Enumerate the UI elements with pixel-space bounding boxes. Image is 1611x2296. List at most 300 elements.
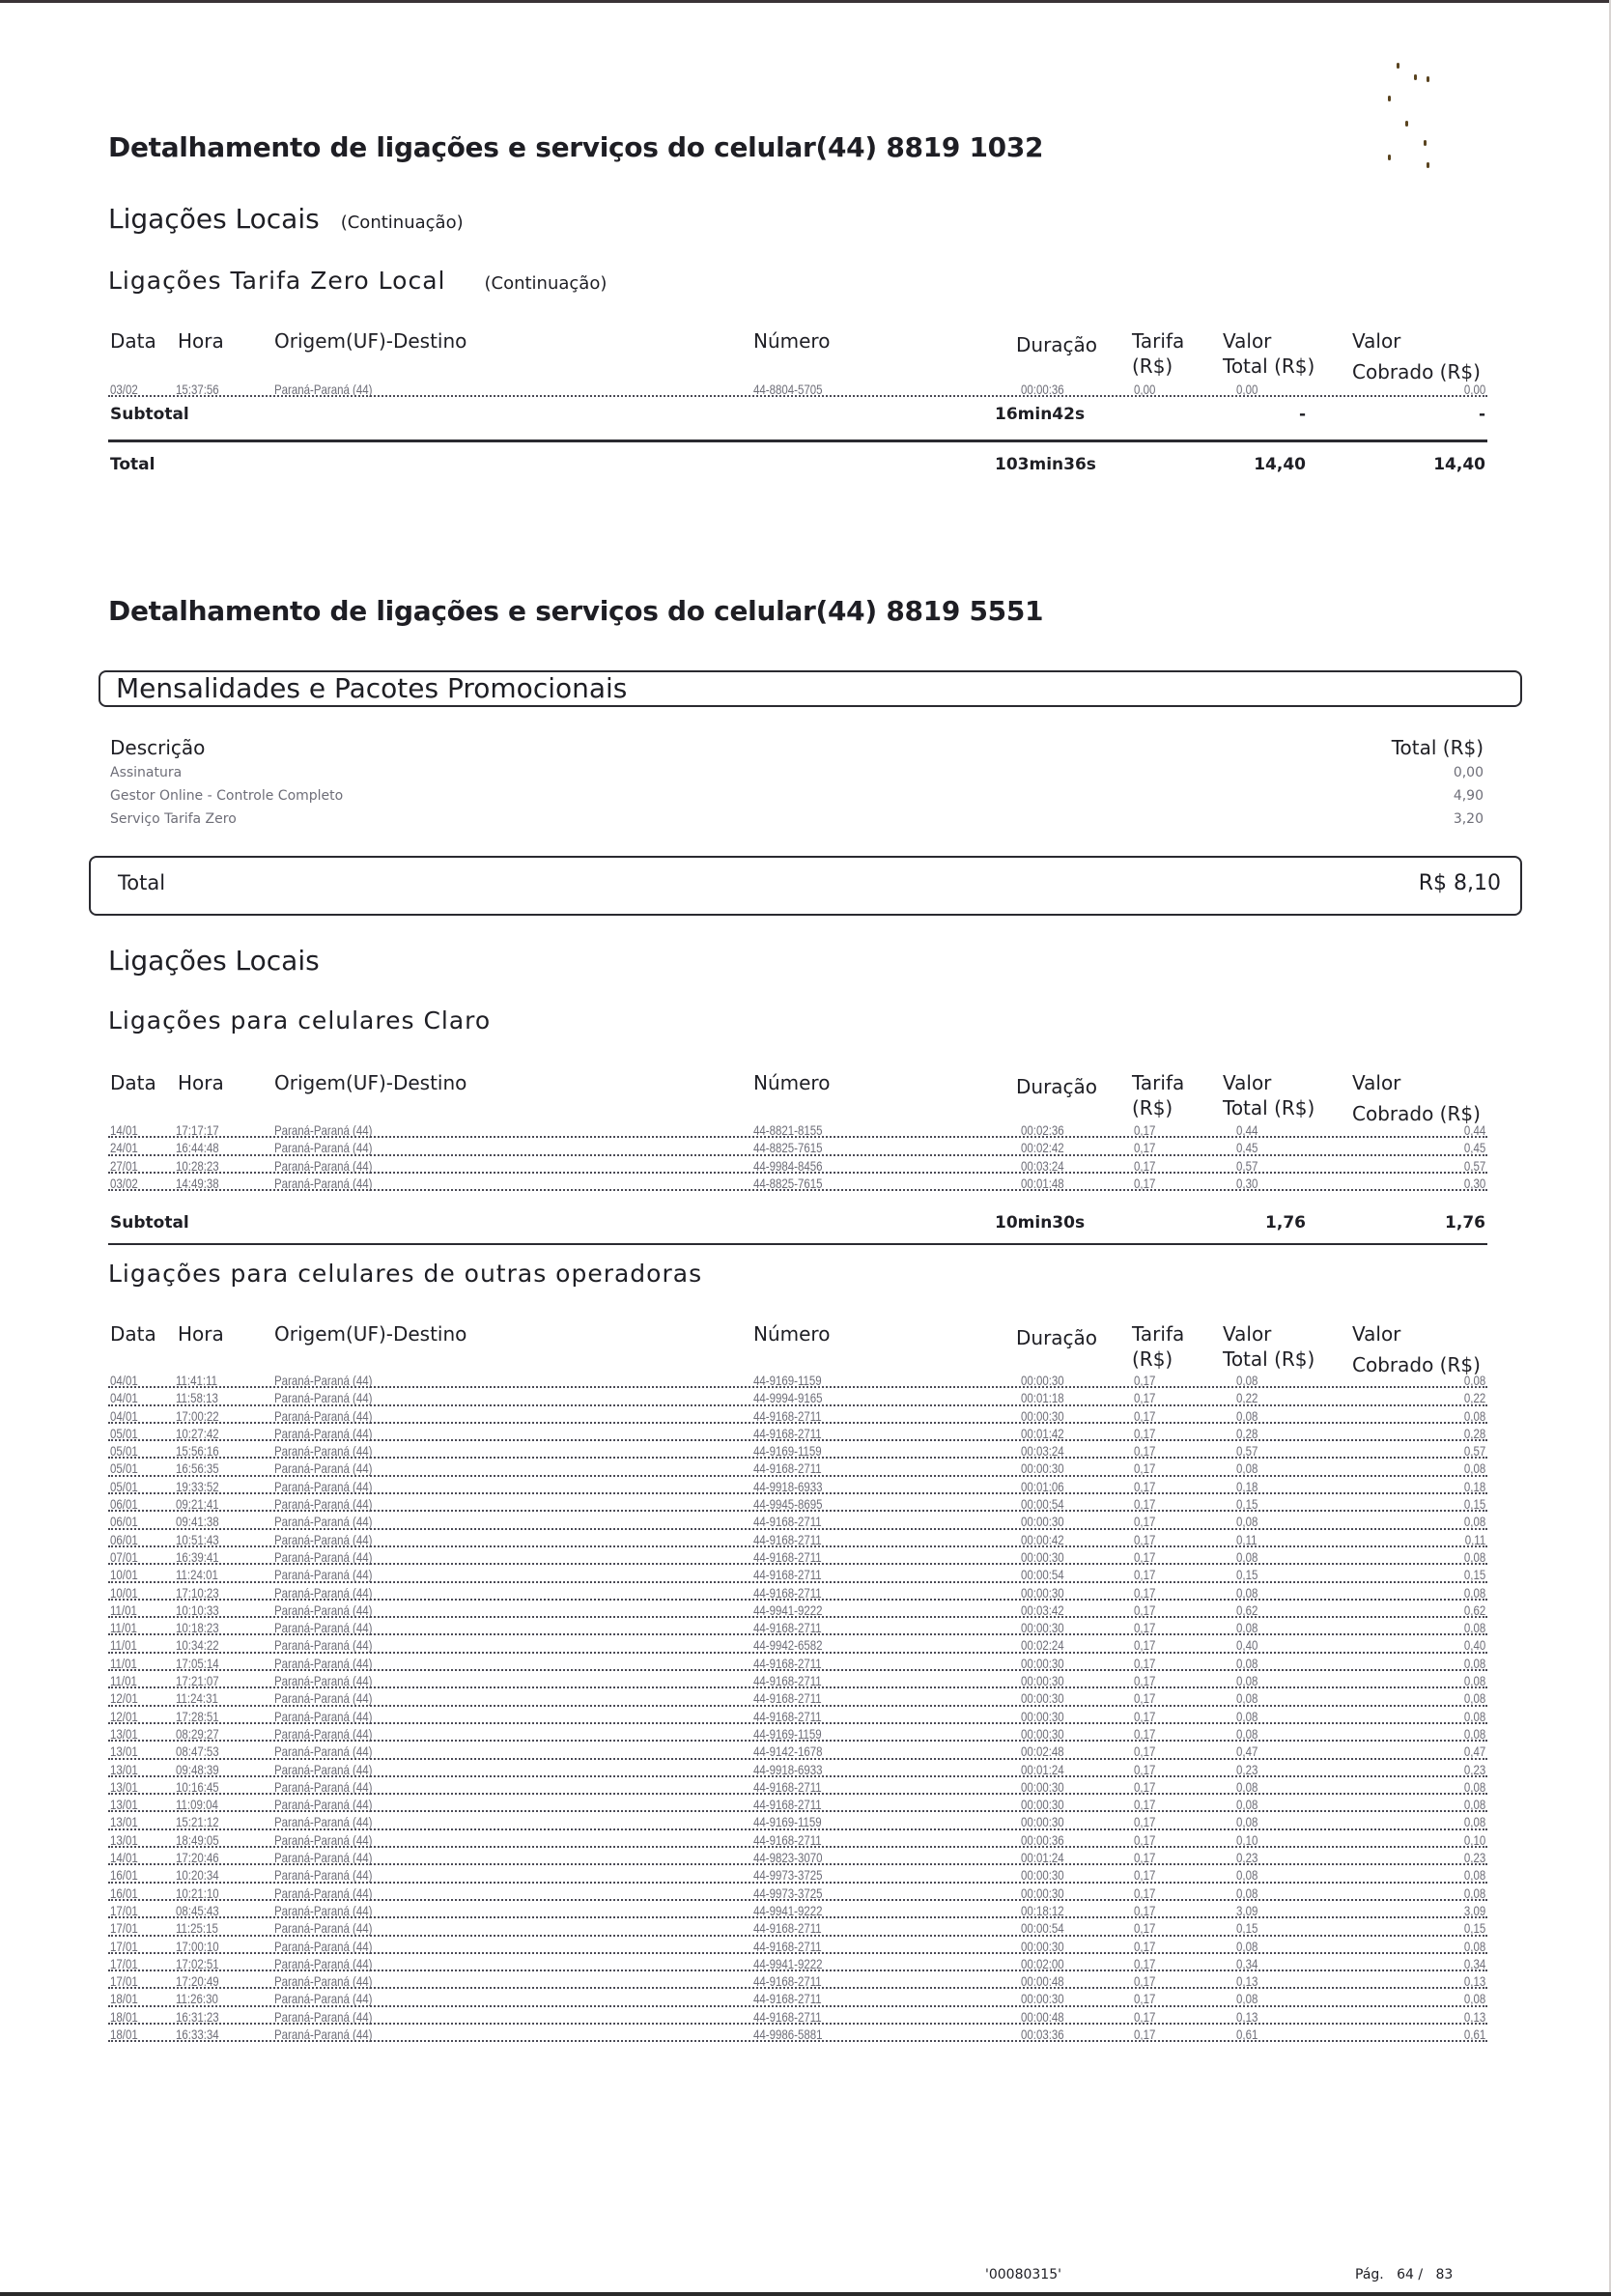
cell-duracao: 00:00:48 [1021, 2008, 1064, 2025]
cell-duracao: 00:01:48 [1021, 1175, 1064, 1191]
cell-tarifa: 0,17 [1134, 1443, 1156, 1460]
cell-duracao: 00:03:36 [1021, 2026, 1064, 2042]
cell-valor-cobrado: 0,15 [1463, 1496, 1485, 1513]
cell-data: 18/01 [110, 2026, 138, 2042]
cell-data: 04/01 [110, 1407, 138, 1424]
cell-hora: 15:56:16 [176, 1443, 219, 1460]
cell-numero: 44-9168-2711 [753, 1831, 822, 1848]
cell-tarifa: 0,17 [1134, 1460, 1156, 1477]
cell-data: 17/01 [110, 1938, 138, 1954]
cell-valor-total: 0,08 [1236, 1991, 1258, 2007]
cell-data: 10/01 [110, 1584, 138, 1601]
col-hora: Hora [178, 329, 224, 353]
cell-valor-cobrado: 0,23 [1463, 1761, 1485, 1777]
cell-tarifa: 0,17 [1134, 2026, 1156, 2042]
cell-valor-total: 0,15 [1236, 1920, 1258, 1937]
cell-numero: 44-8825-7615 [753, 1140, 823, 1156]
table-row [108, 382, 1487, 399]
cell-hora: 17:20:46 [176, 1850, 219, 1866]
cell-hora: 08:45:43 [176, 1902, 219, 1918]
col-vt-l1: Valor [1223, 1322, 1272, 1346]
table-row [108, 1743, 1487, 1761]
subtotal-label: Subtotal [110, 405, 189, 424]
cell-data: 17/01 [110, 1902, 138, 1918]
cell-data: 13/01 [110, 1814, 138, 1830]
cell-valor-total: 0,13 [1236, 2008, 1258, 2025]
mensalidades-header-box [99, 670, 1522, 707]
cell-valor-total: 0,11 [1236, 1531, 1258, 1547]
cell-numero: 44-9168-2711 [753, 1531, 822, 1547]
cell-valor-cobrado: 0,08 [1463, 1548, 1485, 1565]
cell-tarifa: 0,17 [1134, 1637, 1156, 1654]
subtotal-label: Subtotal [110, 1213, 189, 1233]
cell-duracao: 00:03:24 [1021, 1157, 1064, 1174]
cell-duracao: 00:02:48 [1021, 1743, 1064, 1760]
cell-tarifa: 0,17 [1134, 1567, 1156, 1583]
cell-valor-total: 0,30 [1236, 1175, 1258, 1191]
cell-tarifa: 0,17 [1134, 1514, 1156, 1530]
divider [108, 1243, 1487, 1245]
cell-duracao: 00:01:06 [1021, 1478, 1064, 1494]
cell-origem: Paraná-Paraná (44) [274, 1602, 373, 1618]
cell-valor-cobrado: 0,18 [1463, 1478, 1485, 1494]
item-descricao: Serviço Tarifa Zero [110, 811, 237, 827]
rows-outras-operadoras [108, 1373, 1487, 2044]
col-valor-cobrado [1352, 328, 1481, 383]
col-vc-l1: Valor [1352, 329, 1401, 353]
table-row [108, 1779, 1487, 1797]
cell-origem: Paraná-Paraná (44) [274, 1157, 373, 1174]
cell-valor-cobrado: 0,08 [1463, 1778, 1485, 1795]
cell-valor-cobrado: 0,08 [1463, 1938, 1485, 1954]
table-row [108, 1460, 1487, 1478]
col-vt-l1: Valor [1223, 1071, 1272, 1094]
cell-numero: 44-8825-7615 [753, 1175, 823, 1191]
cell-valor-total: 0,44 [1236, 1122, 1258, 1138]
col-numero: Número [753, 329, 831, 353]
cell-hora: 11:41:11 [176, 1373, 217, 1388]
cell-valor-cobrado: 0,62 [1463, 1602, 1485, 1618]
cell-numero: 44-9168-2711 [753, 1425, 822, 1441]
cell-origem: Paraná-Paraná (44) [274, 1584, 373, 1601]
cell-numero: 44-9941-9222 [753, 1602, 823, 1618]
cell-tarifa: 0,17 [1134, 1175, 1156, 1191]
cell-hora: 17:00:10 [176, 1938, 219, 1954]
col-vc-l2: Cobrado (R$) [1352, 360, 1481, 383]
cell-numero: 44-9918-6933 [753, 1478, 823, 1494]
cell-duracao: 00:02:24 [1021, 1637, 1064, 1654]
cell-duracao: 00:00:36 [1021, 1831, 1064, 1848]
cell-origem: Paraná-Paraná (44) [274, 1425, 373, 1441]
cell-hora: 10:51:43 [176, 1531, 219, 1547]
cell-origem: Paraná-Paraná (44) [274, 1548, 373, 1565]
item-total: 3,20 [1453, 811, 1484, 827]
cell-valor-cobrado: 0,08 [1463, 1620, 1485, 1636]
cell-duracao: 00:00:30 [1021, 1690, 1064, 1707]
cell-valor-total: 0,23 [1236, 1761, 1258, 1777]
cell-valor-cobrado: 0,47 [1463, 1743, 1485, 1760]
mensalidades-total-label: Total [118, 871, 166, 894]
cell-duracao: 00:00:30 [1021, 1797, 1064, 1813]
cell-valor-cobrado: 0,10 [1463, 1831, 1485, 1848]
cell-hora: 10:16:45 [176, 1778, 219, 1795]
mensalidades-total-box [89, 856, 1522, 916]
cell-data: 05/01 [110, 1425, 138, 1441]
cell-valor-total: 0,45 [1236, 1140, 1258, 1156]
cell-valor-cobrado: 0,30 [1463, 1175, 1485, 1191]
table-row [108, 1991, 1487, 2008]
list-item [108, 811, 1487, 835]
cell-valor-cobrado: 0,08 [1463, 1407, 1485, 1424]
cell-valor-cobrado: 0,08 [1463, 1991, 1485, 2007]
cell-tarifa: 0,17 [1134, 1584, 1156, 1601]
cell-valor-cobrado: 0,61 [1463, 2026, 1485, 2042]
cell-data: 07/01 [110, 1548, 138, 1565]
cell-valor-cobrado: 0,08 [1463, 1725, 1485, 1742]
cell-origem: Paraná-Paraná (44) [274, 1514, 373, 1530]
cell-hora: 10:21:10 [176, 1885, 219, 1901]
col-origem: Origem(UF)-Destino [274, 1322, 467, 1346]
cell-valor-total: 0,40 [1236, 1637, 1258, 1654]
cell-hora: 19:33:52 [176, 1478, 219, 1494]
cell-tarifa: 0,17 [1134, 2008, 1156, 2025]
cell-duracao: 00:00:36 [1021, 382, 1064, 397]
cell-tarifa: 0,17 [1134, 1655, 1156, 1671]
table-row [108, 1690, 1487, 1708]
cell-hora: 18:49:05 [176, 1831, 219, 1848]
cell-tarifa: 0,17 [1134, 1425, 1156, 1441]
cell-hora: 09:41:38 [176, 1514, 219, 1530]
cell-hora: 10:10:33 [176, 1602, 219, 1618]
cell-valor-total: 0,23 [1236, 1850, 1258, 1866]
cell-valor-cobrado: 0,08 [1463, 1814, 1485, 1830]
cell-valor-total: 0,61 [1236, 2026, 1258, 2042]
cell-data: 04/01 [110, 1373, 138, 1388]
cell-origem: Paraná-Paraná (44) [274, 1122, 373, 1138]
cell-data: 06/01 [110, 1514, 138, 1530]
col-vt-l1: Valor [1223, 329, 1272, 353]
cell-valor-cobrado: 0,34 [1463, 1955, 1485, 1971]
cell-tarifa: 0,17 [1134, 1938, 1156, 1954]
cell-origem: Paraná-Paraná (44) [274, 1407, 373, 1424]
cell-hora: 17:10:23 [176, 1584, 219, 1601]
cell-origem: Paraná-Paraná (44) [274, 1620, 373, 1636]
cell-hora: 14:49:38 [176, 1175, 219, 1191]
cell-valor-cobrado: 0,08 [1463, 1867, 1485, 1884]
cell-origem: Paraná-Paraná (44) [274, 1831, 373, 1848]
cell-hora: 16:56:35 [176, 1460, 219, 1477]
cell-valor-total: 0,08 [1236, 1620, 1258, 1636]
total-duracao: 103min36s [995, 455, 1096, 474]
col-tarifa [1132, 1321, 1184, 1372]
col-origem: Origem(UF)-Destino [274, 329, 467, 353]
cell-valor-cobrado: 0,08 [1463, 1673, 1485, 1689]
cell-origem: Paraná-Paraná (44) [274, 1743, 373, 1760]
cell-valor-total: 0,08 [1236, 1885, 1258, 1901]
cell-data: 17/01 [110, 1955, 138, 1971]
scan-bottom-edge [0, 2292, 1611, 2296]
cell-duracao: 00:00:30 [1021, 1584, 1064, 1601]
cell-tarifa: 0,17 [1134, 1831, 1156, 1848]
cell-tarifa: 0,17 [1134, 1761, 1156, 1777]
page-label: Pág. [1355, 2267, 1384, 2282]
cell-tarifa: 0,17 [1134, 1390, 1156, 1406]
table-row [108, 1726, 1487, 1743]
cell-numero: 44-9168-2711 [753, 1620, 822, 1636]
table-header [108, 328, 1487, 386]
cell-valor-total: 0,47 [1236, 1743, 1258, 1760]
cell-tarifa: 0,17 [1134, 1797, 1156, 1813]
cell-valor-cobrado: 0,08 [1463, 1584, 1485, 1601]
cell-tarifa: 0,17 [1134, 1531, 1156, 1547]
cell-data: 13/01 [110, 1778, 138, 1795]
cell-tarifa: 0,17 [1134, 1122, 1156, 1138]
table-row [108, 1973, 1487, 1991]
page-current: 64 [1397, 2267, 1414, 2282]
mensalidades-title: Mensalidades e Pacotes Promocionais [116, 672, 628, 704]
col-valor-total [1223, 328, 1314, 379]
cell-valor-total: 0,13 [1236, 1973, 1258, 1990]
cell-numero: 44-9169-1159 [753, 1725, 822, 1742]
cell-tarifa: 0,17 [1134, 1743, 1156, 1760]
mensalidades-total-value: R$ 8,10 [1418, 871, 1501, 895]
cell-data: 27/01 [110, 1157, 138, 1174]
cell-duracao: 00:00:30 [1021, 1814, 1064, 1830]
cell-valor-cobrado: 0,45 [1463, 1140, 1485, 1156]
table-row [108, 1673, 1487, 1690]
cell-hora: 17:00:22 [176, 1407, 219, 1424]
group-title-ligacoes-locais-2: Ligações Locais [108, 945, 320, 977]
col-tarifa [1132, 328, 1184, 379]
cell-valor-total: 0,28 [1236, 1425, 1258, 1441]
total-valor-cobrado: 14,40 [1433, 455, 1485, 474]
table-row [108, 1496, 1487, 1514]
cell-valor-total: 0,08 [1236, 1407, 1258, 1424]
table-row [108, 1408, 1487, 1426]
cell-numero: 44-8804-5705 [753, 382, 823, 397]
cell-duracao: 00:00:30 [1021, 1725, 1064, 1742]
cell-origem: Paraná-Paraná (44) [274, 1373, 373, 1388]
col-tarifa-l1: Tarifa [1132, 329, 1185, 353]
cell-data: 17/01 [110, 1973, 138, 1990]
sub-title-claro: Ligações para celulares Claro [108, 1006, 492, 1035]
cell-tarifa: 0,17 [1134, 1920, 1156, 1937]
cell-tarifa: 0,17 [1134, 1140, 1156, 1156]
cell-tarifa: 0,17 [1134, 1478, 1156, 1494]
sub-title-outras-operadoras: Ligações para celulares de outras operadoras [108, 1260, 703, 1288]
cell-valor-cobrado: 0,08 [1463, 1373, 1485, 1388]
cell-duracao: 00:00:30 [1021, 1407, 1064, 1424]
cell-numero: 44-9918-6933 [753, 1761, 823, 1777]
cell-numero: 44-9945-8695 [753, 1496, 823, 1513]
cell-valor-total: 0,08 [1236, 1655, 1258, 1671]
document-code: '00080315' [985, 2267, 1061, 2282]
cell-duracao: 00:00:30 [1021, 1655, 1064, 1671]
cell-duracao: 00:00:30 [1021, 1938, 1064, 1954]
cell-duracao: 00:00:30 [1021, 1548, 1064, 1565]
cell-data: 13/01 [110, 1797, 138, 1813]
cell-hora: 10:27:42 [176, 1425, 219, 1441]
cell-duracao: 00:01:42 [1021, 1425, 1064, 1441]
cell-data: 12/01 [110, 1690, 138, 1707]
cell-origem: Paraná-Paraná (44) [274, 1443, 373, 1460]
cell-numero: 44-9168-2711 [753, 1548, 822, 1565]
cell-hora: 11:09:04 [176, 1797, 218, 1813]
col-total: Total (R$) [1391, 736, 1484, 759]
cell-data: 11/01 [110, 1637, 137, 1654]
table-row [108, 1176, 1487, 1193]
page-number [1355, 2267, 1453, 2282]
subtotal-duracao: 16min42s [995, 405, 1086, 424]
cell-hora: 11:25:15 [176, 1920, 218, 1937]
cell-numero: 44-9168-2711 [753, 1778, 822, 1795]
cell-data: 16/01 [110, 1885, 138, 1901]
cell-tarifa: 0,17 [1134, 1902, 1156, 1918]
cell-valor-total: 0,08 [1236, 1938, 1258, 1954]
cell-tarifa: 0,17 [1134, 1973, 1156, 1990]
total-row [108, 455, 1487, 480]
cell-hora: 11:24:31 [176, 1690, 218, 1707]
cell-valor-total: 0,08 [1236, 1778, 1258, 1795]
cell-valor-total: 0,10 [1236, 1831, 1258, 1848]
cell-tarifa: 0,17 [1134, 1407, 1156, 1424]
cell-numero: 44-8821-8155 [753, 1122, 823, 1138]
table-row [108, 1867, 1487, 1885]
col-tarifa-l1: Tarifa [1132, 1071, 1185, 1094]
cell-valor-cobrado: 0,08 [1463, 1514, 1485, 1530]
total-label: Total [110, 455, 155, 474]
cell-numero: 44-9168-2711 [753, 1514, 822, 1530]
cell-origem: Paraná-Paraná (44) [274, 1655, 373, 1671]
col-valor-cobrado [1352, 1321, 1481, 1376]
cell-valor-total: 0,08 [1236, 1514, 1258, 1530]
cell-numero: 44-9986-5881 [753, 2026, 823, 2042]
col-valor-cobrado [1352, 1070, 1481, 1125]
cell-hora: 17:28:51 [176, 1708, 219, 1724]
page-total: 83 [1435, 2267, 1454, 2282]
col-duracao: Duração [1016, 333, 1098, 356]
cell-data: 11/01 [110, 1673, 137, 1689]
cell-valor-total: 0,62 [1236, 1602, 1258, 1618]
cell-valor-total: 0,08 [1236, 1708, 1258, 1724]
table-row [108, 1814, 1487, 1831]
table-row [108, 1709, 1487, 1726]
cell-origem: Paraná-Paraná (44) [274, 1778, 373, 1795]
cell-origem: Paraná-Paraná (44) [274, 1867, 373, 1884]
cell-data: 11/01 [110, 1602, 137, 1618]
cell-origem: Paraná-Paraná (44) [274, 1708, 373, 1724]
rows-claro [108, 1122, 1487, 1193]
cell-numero: 44-9168-2711 [753, 1938, 822, 1954]
cell-data: 24/01 [110, 1140, 138, 1156]
subtotal-row [108, 1213, 1487, 1238]
cell-duracao: 00:00:54 [1021, 1496, 1064, 1513]
cell-numero: 44-9168-2711 [753, 1973, 822, 1990]
cell-origem: Paraná-Paraná (44) [274, 1814, 373, 1830]
cell-duracao: 00:02:36 [1021, 1122, 1064, 1138]
subtotal-duracao: 10min30s [995, 1213, 1086, 1233]
cell-hora: 17:20:49 [176, 1973, 219, 1990]
cell-valor-total: 0,08 [1236, 1797, 1258, 1813]
cell-origem: Paraná-Paraná (44) [274, 382, 373, 397]
cell-hora: 10:28:23 [176, 1157, 219, 1174]
cell-tarifa: 0,00 [1134, 382, 1156, 397]
cell-hora: 08:29:27 [176, 1725, 219, 1742]
subtotal-valor-cobrado: 1,76 [1445, 1213, 1485, 1233]
cell-data: 12/01 [110, 1708, 138, 1724]
cell-numero: 44-9823-3070 [753, 1850, 823, 1866]
cell-origem: Paraná-Paraná (44) [274, 1637, 373, 1654]
cell-origem: Paraná-Paraná (44) [274, 1955, 373, 1971]
cell-origem: Paraná-Paraná (44) [274, 1531, 373, 1547]
section-title-8819-5551: Detalhamento de ligações e serviços do celular(44) 8819 5551 [108, 595, 1044, 627]
cell-numero: 44-9941-9222 [753, 1955, 823, 1971]
cell-valor-cobrado: 0,13 [1463, 1973, 1485, 1990]
cell-valor-total: 0,08 [1236, 1814, 1258, 1830]
col-tarifa-l2: (R$) [1132, 1347, 1173, 1371]
col-vc-l1: Valor [1352, 1071, 1401, 1094]
section-title-8819-1032: Detalhamento de ligações e serviços do celular(44) 8819 1032 [108, 131, 1044, 163]
cell-origem: Paraná-Paraná (44) [274, 1690, 373, 1707]
cell-tarifa: 0,17 [1134, 1778, 1156, 1795]
cell-numero: 44-9169-1159 [753, 1373, 822, 1388]
cell-valor-cobrado: 0,23 [1463, 1850, 1485, 1866]
subtotal-valor-cobrado: - [1478, 405, 1485, 424]
cell-valor-total: 0,08 [1236, 1460, 1258, 1477]
cell-hora: 11:58:13 [176, 1390, 218, 1406]
cell-data: 04/01 [110, 1390, 138, 1406]
cell-numero: 44-9984-8456 [753, 1157, 823, 1174]
cell-numero: 44-9168-2711 [753, 1655, 822, 1671]
total-valor-total: 14,40 [1254, 455, 1306, 474]
col-vt-l2: Total (R$) [1223, 1096, 1315, 1120]
cell-duracao: 00:01:24 [1021, 1850, 1064, 1866]
cell-valor-total: 0,22 [1236, 1390, 1258, 1406]
col-vt-l2: Total (R$) [1223, 354, 1315, 378]
cell-valor-cobrado: 0,00 [1463, 382, 1485, 397]
col-data: Data [110, 329, 156, 353]
cell-hora: 09:21:41 [176, 1496, 219, 1513]
cell-tarifa: 0,17 [1134, 1991, 1156, 2007]
col-numero: Número [753, 1322, 831, 1346]
table-row [108, 1656, 1487, 1673]
subtotal-row [108, 405, 1487, 430]
cell-data: 11/01 [110, 1620, 137, 1636]
cell-hora: 11:26:30 [176, 1991, 218, 2007]
table-row [108, 2009, 1487, 2027]
mensalidades-rows [108, 765, 1487, 835]
cell-origem: Paraná-Paraná (44) [274, 1973, 373, 1990]
cell-hora: 10:34:22 [176, 1637, 219, 1654]
cell-hora: 17:17:17 [176, 1122, 219, 1138]
cell-hora: 17:02:51 [176, 1955, 219, 1971]
continuation-label: (Continuação) [340, 213, 464, 233]
table-row [108, 1479, 1487, 1496]
cell-valor-cobrado: 0,11 [1464, 1531, 1485, 1547]
cell-origem: Paraná-Paraná (44) [274, 1991, 373, 2007]
cell-tarifa: 0,17 [1134, 1814, 1156, 1830]
table-row [108, 1532, 1487, 1549]
scan-speckles [1391, 53, 1565, 179]
cell-numero: 44-9168-2711 [753, 1797, 822, 1813]
sub-title-text: Ligações Tarifa Zero Local [108, 267, 446, 295]
cell-duracao: 00:00:30 [1021, 1991, 1064, 2007]
cell-valor-total: 0,08 [1236, 1584, 1258, 1601]
table-row [108, 1390, 1487, 1407]
cell-tarifa: 0,17 [1134, 1496, 1156, 1513]
cell-hora: 16:31:23 [176, 2008, 219, 2025]
cell-valor-cobrado: 0,40 [1463, 1637, 1485, 1654]
